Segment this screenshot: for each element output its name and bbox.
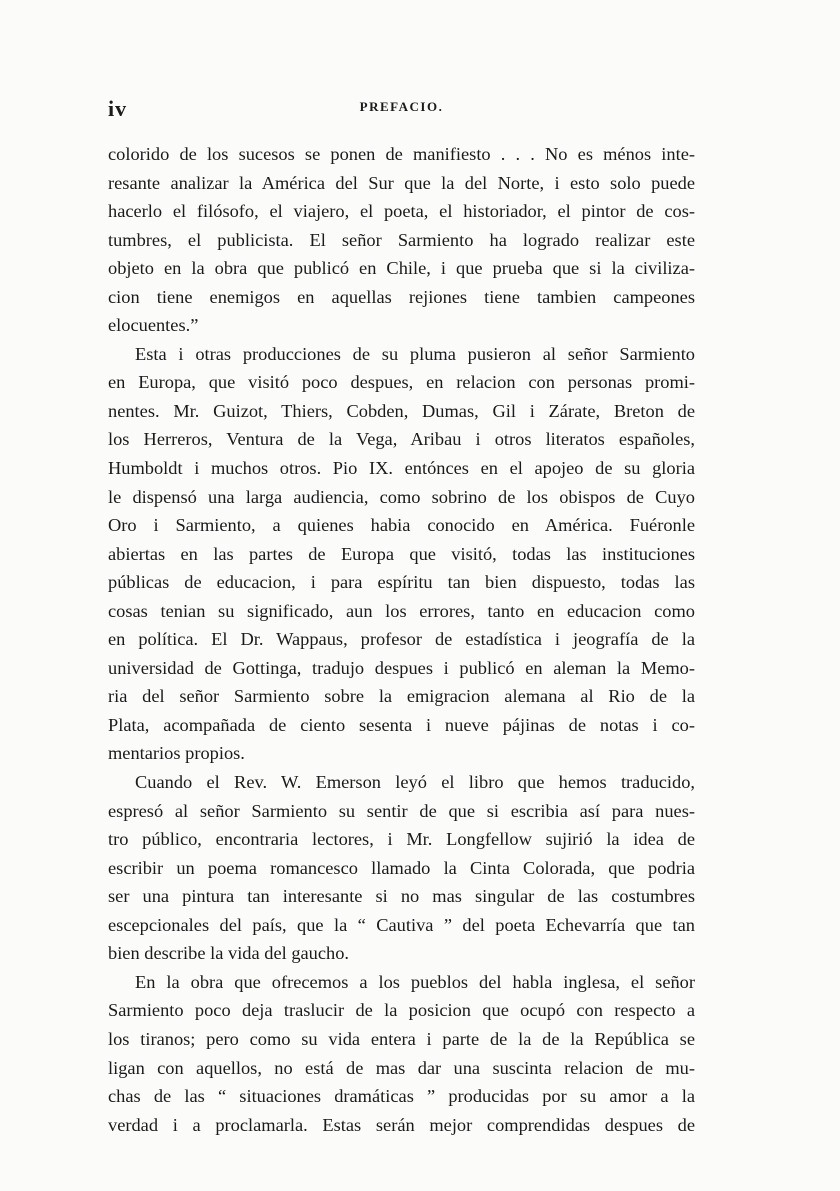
text-line: Oro i Sarmiento, a quienes habia conocido en América. Fuéronle: [108, 515, 695, 536]
body-text: [108, 140, 695, 1139]
text-line: verdad i a proclamarla. Estas serán mejor comprendidas despues de: [108, 1114, 695, 1135]
text-line: universidad de Gottinga, tradujo despues i publicó en aleman la Memo-: [108, 657, 695, 678]
page-number: iv: [108, 96, 128, 121]
text-line: cion tiene enemigos en aquellas rejiones tiene tambien campeones: [108, 286, 695, 307]
text-line: los tiranos; pero como su vida entera i parte de la de la República se: [108, 1028, 695, 1049]
text-line: tro público, encontraria lectores, i Mr. Longfellow sujirió la idea de: [108, 829, 695, 850]
text-line: los Herreros, Ventura de la Vega, Aribau i otros literatos españoles,: [108, 429, 695, 450]
running-title: PREFACIO.: [359, 99, 444, 114]
text-line: objeto en la obra que publicó en Chile, i que prueba que si la civiliza-: [108, 258, 695, 279]
text-line: nentes. Mr. Guizot, Thiers, Cobden, Dumas, Gil i Zárate, Breton de: [108, 400, 695, 421]
text-line: cosas tenian su significado, aun los errores, tanto en educacion como: [108, 600, 695, 621]
text-line: espresó al señor Sarmiento su sentir de que si escribia así para nues-: [108, 800, 695, 821]
text-line: ria del señor Sarmiento sobre la emigracion alemana al Rio de la: [108, 686, 695, 707]
text-line: en Europa, que visitó poco despues, en relacion con personas promi-: [108, 372, 695, 393]
text-line: Plata, acompañada de ciento sesenta i nueve pájinas de notas i co-: [108, 714, 695, 735]
text-line: le dispensó una larga audiencia, como sobrino de los obispos de Cuyo: [108, 486, 695, 507]
text-line: Sarmiento poco deja traslucir de la posicion que ocupó con respecto a: [108, 1000, 695, 1021]
text-line: Cuando el Rev. W. Emerson leyó el libro que hemos traducido,: [135, 772, 695, 793]
text-line: abiertas en las partes de Europa que visitó, todas las instituciones: [108, 543, 695, 564]
text-line: Humboldt i muchos otros. Pio IX. entónces en el apojeo de su gloria: [108, 458, 695, 479]
text-line: En la obra que ofrecemos a los pueblos del habla inglesa, el señor: [135, 971, 695, 992]
text-line: elocuentes.”: [108, 315, 199, 336]
text-line: bien describe la vida del gaucho.: [108, 943, 350, 964]
text-line: ligan con aquellos, no está de mas dar una suscinta relacion de mu-: [108, 1057, 695, 1078]
text-line: públicas de educacion, i para espíritu tan bien dispuesto, todas las: [108, 572, 695, 593]
text-line: en política. El Dr. Wappaus, profesor de estadística i jeografía de la: [108, 629, 695, 650]
page-header: [108, 96, 695, 124]
text-line: hacerlo el filósofo, el viajero, el poeta, el historiador, el pintor de cos-: [108, 201, 695, 222]
text-line: resante analizar la América del Sur que la del Norte, i esto solo puede: [108, 172, 695, 193]
text-line: escribir un poema romancesco llamado la Cinta Colorada, que podria: [108, 857, 695, 878]
text-line: mentarios propios.: [108, 743, 245, 764]
text-line: tumbres, el publicista. El señor Sarmiento ha logrado realizar este: [108, 229, 695, 250]
text-line: ser una pintura tan interesante si no mas singular de las costumbres: [108, 886, 695, 907]
text-line: colorido de los sucesos se ponen de manifiesto . . . No es ménos inte-: [108, 144, 695, 164]
text-line: escepcionales del país, que la “ Cautiva ” del poeta Echevarría que tan: [108, 914, 695, 935]
text-line: Esta i otras producciones de su pluma pusieron al señor Sarmiento: [135, 343, 695, 364]
text-line: chas de las “ situaciones dramáticas ” producidas por su amor a la: [108, 1086, 695, 1107]
